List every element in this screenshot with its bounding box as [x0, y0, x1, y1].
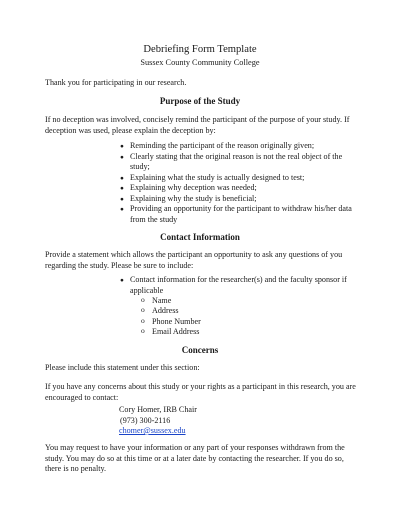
bullet-dot: ● — [120, 195, 124, 203]
bullet-dot: ● — [120, 174, 124, 182]
concerns-heading: Concerns — [181, 345, 219, 355]
bullet-dot: ● — [120, 277, 124, 284]
concerns-statement-line: encouraged to contact: — [45, 392, 119, 402]
bullet-dot: ● — [120, 185, 124, 192]
purpose-bullet: Explaining why deception was needed; — [130, 183, 257, 192]
contact-heading: Contact Information — [160, 232, 240, 242]
irb-contact-email-link[interactable]: chomer@sussex.edu — [119, 426, 186, 435]
contact-sub-item: Phone Number — [152, 316, 201, 326]
purpose-heading: Purpose of the Study — [159, 96, 241, 106]
purpose-bullet: Explaining what the study is actually designed to test; — [130, 172, 305, 182]
purpose-bullet: Reminding the participant of the reason originally given; — [130, 141, 315, 150]
contact-bullet-continuation: applicable — [130, 285, 164, 295]
closing-paragraph-line: study. You may do so at this time or at a later date by contacting the researcher. If you do so, — [45, 453, 344, 463]
contact-paragraph-line: regarding the study. Please be sure to include: — [45, 260, 194, 270]
concerns-instruction: Please include this statement under this section: — [45, 363, 200, 372]
circle-marker: o — [141, 315, 145, 325]
document-subtitle: Sussex County Community College — [140, 58, 260, 67]
purpose-paragraph-line: If no deception was involved, concisely remind the participant of the purpose of your study. If — [45, 115, 350, 124]
bullet-dot: ● — [120, 153, 124, 161]
purpose-bullet: Explaining why the study is beneficial; — [130, 193, 257, 203]
purpose-bullet: Providing an opportunity for the participant to withdraw his/her data — [130, 204, 352, 213]
purpose-bullet: Clearly stating that the original reason is not the real object of the — [130, 151, 343, 161]
irb-contact-phone: (973) 300-2116 — [120, 415, 171, 425]
bullet-dot: ● — [120, 143, 124, 150]
contact-sub-item: Name — [152, 295, 172, 305]
bullet-dot: ● — [120, 206, 124, 213]
contact-sub-item: Email Address — [152, 327, 200, 336]
circle-marker: o — [141, 294, 145, 304]
document-title: Debriefing Form Template — [143, 44, 257, 55]
intro-text: Thank you for participating in our research. — [45, 78, 187, 87]
circle-marker: o — [141, 305, 145, 314]
purpose-paragraph-line: deception was used, please explain the deception by: — [45, 125, 216, 135]
irb-contact-name: Cory Homer, IRB Chair — [119, 405, 197, 414]
contact-paragraph-line: Provide a statement which allows the participant an opportunity to ask any questions of you — [45, 250, 343, 259]
contact-bullet: Contact information for the researcher(s) and the faculty sponsor if — [130, 275, 347, 284]
purpose-bullet-continuation: from the study — [130, 214, 178, 224]
circle-marker: o — [141, 326, 145, 335]
concerns-statement-line: If you have any concerns about this study or your rights as a participant in this research, you are — [45, 382, 356, 391]
closing-paragraph-line: there is no penalty. — [45, 464, 107, 473]
purpose-bullet-continuation: study; — [130, 162, 150, 171]
closing-paragraph-line: You may request to have your information or any part of your responses withdrawn from the — [45, 443, 345, 452]
contact-sub-item: Address — [152, 306, 179, 315]
